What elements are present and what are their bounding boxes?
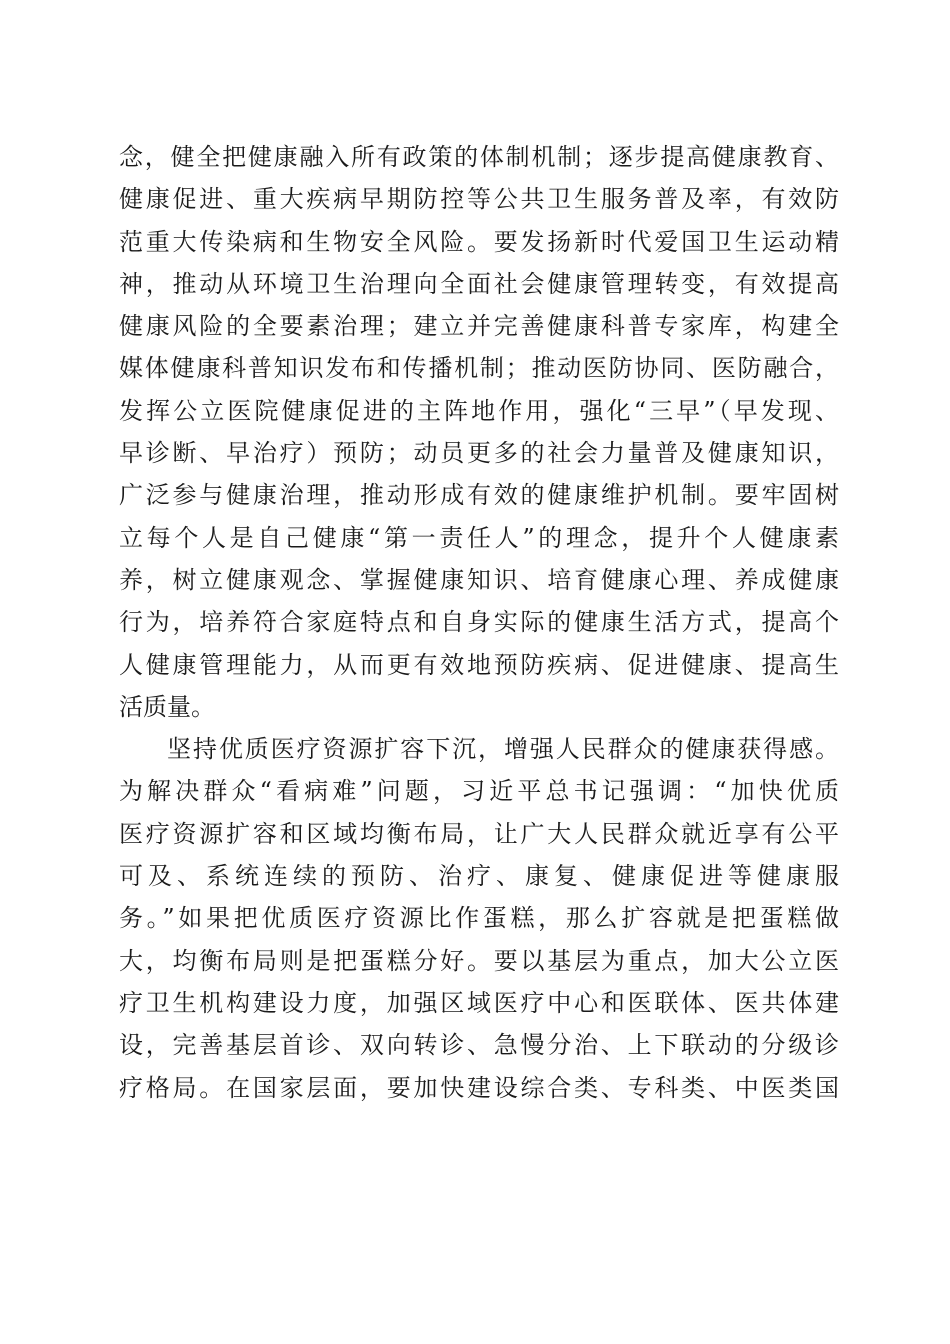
paragraph-1 [119, 136, 839, 728]
text-line: 医疗资源扩容和区域均衡布局，让广大人民群众就近享有公平 [119, 819, 839, 848]
text-line: 务。”如果把优质医疗资源比作蛋糕，那么扩容就是把蛋糕做 [119, 904, 839, 933]
text-line: 发挥公立医院健康促进的主阵地作用，强化“三早”（早发现、 [119, 396, 839, 425]
text-line: 立每个人是自己健康“第一责任人”的理念，提升个人健康素 [119, 523, 839, 552]
text-line: 大，均衡布局则是把蛋糕分好。要以基层为重点，加大公立医 [119, 946, 839, 975]
text-line: 健康风险的全要素治理；建立并完善健康科普专家库，构建全 [119, 312, 839, 341]
text-line: 健康促进、重大疾病早期防控等公共卫生服务普及率，有效防 [119, 185, 839, 214]
body-text [119, 136, 839, 1109]
text-line: 范重大传染病和生物安全风险。要发扬新时代爱国卫生运动精 [119, 227, 839, 256]
text-line: 疗格局。在国家层面，要加快建设综合类、专科类、中医类国 [119, 1073, 839, 1102]
text-line-first: 坚持优质医疗资源扩容下沉，增强人民群众的健康获得感。 [167, 735, 839, 764]
text-line-last: 活质量。 [119, 692, 215, 721]
text-line: 可及、系统连续的预防、治疗、康复、健康促进等健康服 [119, 862, 839, 891]
text-line: 神，推动从环境卫生治理向全面社会健康管理转变，有效提高 [119, 269, 839, 298]
text-line: 设，完善基层首诊、双向转诊、急慢分治、上下联动的分级诊 [119, 1031, 839, 1060]
text-line: 行为，培养符合家庭特点和自身实际的健康生活方式，提高个 [119, 608, 839, 637]
text-line: 广泛参与健康治理，推动形成有效的健康维护机制。要牢固树 [119, 481, 839, 510]
text-line: 疗卫生机构建设力度，加强区域医疗中心和医联体、医共体建 [119, 988, 839, 1017]
paragraph-2 [119, 728, 839, 1109]
text-line: 早诊断、早治疗）预防；动员更多的社会力量普及健康知识， [119, 439, 839, 468]
text-line: 养，树立健康观念、掌握健康知识、培育健康心理、养成健康 [119, 565, 839, 594]
text-line: 媒体健康科普知识发布和传播机制；推动医防协同、医防融合， [119, 354, 839, 383]
text-line: 为解决群众“看病难”问题，习近平总书记强调：“加快优质 [119, 777, 839, 806]
text-line: 人健康管理能力，从而更有效地预防疾病、促进健康、提高生 [119, 650, 839, 679]
text-line: 念，健全把健康融入所有政策的体制机制；逐步提高健康教育、 [119, 143, 839, 171]
